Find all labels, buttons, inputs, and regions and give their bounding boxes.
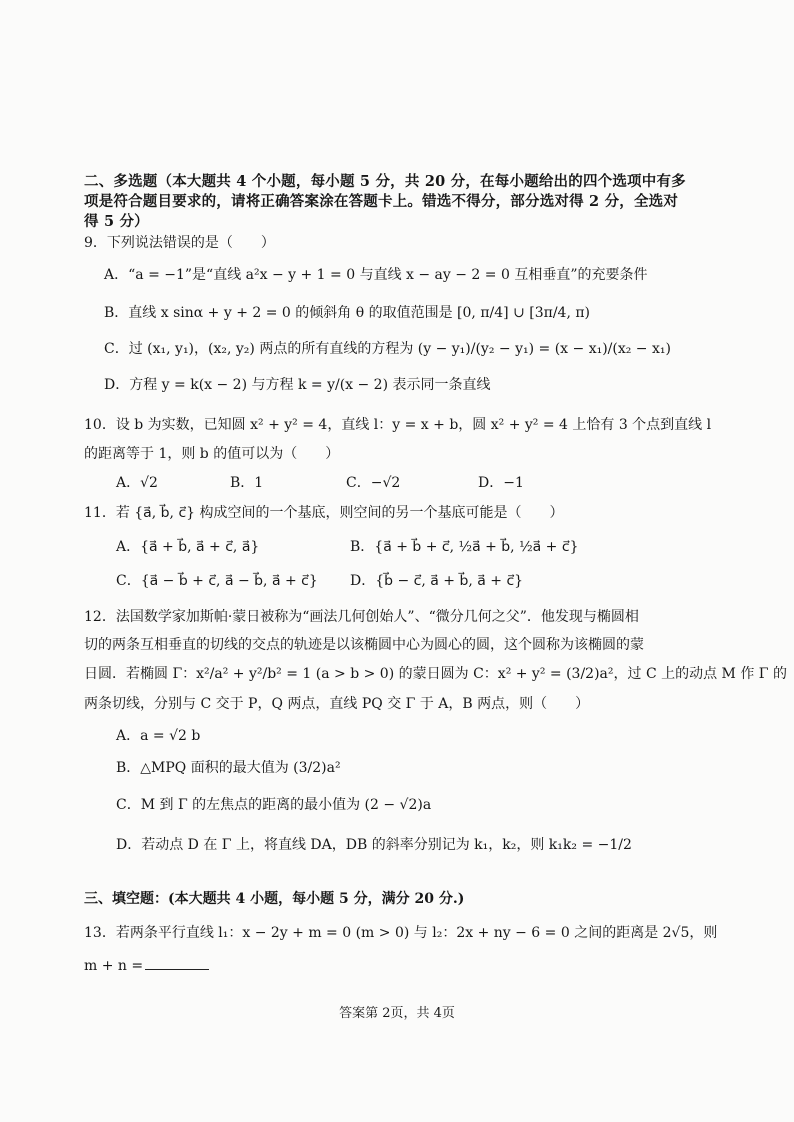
q13-stem-line2-text: m + n =	[84, 958, 144, 974]
q10-option-b: B．1	[230, 475, 264, 491]
section3-title: 三、填空题：(本大题共 4 小题，每小题 5 分，满分 20 分.)	[84, 891, 465, 907]
q9-option-d: D．方程 y = k(x − 2) 与方程 k = y/(x − 2) 表示同一条直线	[104, 377, 491, 393]
q9-option-a: A．“a = −1”是“直线 a²x − y + 1 = 0 与直线 x − ay − 2 = 0 互相垂直”的充要条件	[104, 267, 648, 283]
q12-stem-line2: 切的两条互相垂直的切线的交点的轨迹是以该椭圆中心为圆心的圆，这个圆称为该椭圆的蒙	[84, 637, 644, 653]
q11-stem: 11．若 {a⃗, b⃗, c⃗} 构成空间的一个基底，则空间的另一个基底可能是（ ）	[84, 505, 564, 521]
q11-option-a: A．{a⃗ + b⃗, a⃗ + c⃗, a⃗}	[116, 539, 260, 555]
q11-option-d: D．{b⃗ − c⃗, a⃗ + b⃗, a⃗ + c⃗}	[350, 573, 524, 589]
q9-option-c: C．过 (x₁, y₁)，(x₂, y₂) 两点的所有直线的方程为 (y − y₁)/(y₂ − y₁) = (x − x₁)/(x₂ − x₁)	[104, 341, 671, 357]
section2-title-line2: 项是符合题目要求的，请将正确答案涂在答题卡上。错选不得分，部分选对得 2 分，全选对	[84, 193, 679, 210]
q9-option-b: B．直线 x sinα + y + 2 = 0 的倾斜角 θ 的取值范围是 [0, π/4] ∪ [3π/4, π)	[104, 305, 591, 321]
q13-stem-line2	[84, 958, 209, 974]
q11-option-c: C．{a⃗ − b⃗ + c⃗, a⃗ − b⃗, a⃗ + c⃗}	[116, 573, 318, 589]
q12-option-d: D．若动点 D 在 Γ 上，将直线 DA，DB 的斜率分别记为 k₁，k₂，则 k₁k₂ = −1/2	[116, 837, 632, 853]
q9-stem: 9．下列说法错误的是（ ）	[84, 235, 275, 251]
q13-answer-blank[interactable]	[145, 969, 209, 970]
q10-option-d: D．−1	[478, 475, 524, 491]
q10-option-a: A．√2	[116, 475, 158, 491]
q12-stem-line4: 两条切线，分别与 C 交于 P，Q 两点，直线 PQ 交 Γ 于 A，B 两点，则（ ）	[84, 696, 590, 712]
section2-title-line1: 二、多选题（本大题共 4 个小题，每小题 5 分，共 20 分，在每小题给出的四个选项中有多	[84, 173, 686, 190]
q13-stem-line1: 13．若两条平行直线 l₁：x − 2y + m = 0 (m > 0) 与 l₂：2x + ny − 6 = 0 之间的距离是 2√5，则	[84, 925, 718, 941]
q12-stem-line1: 12．法国数学家加斯帕·蒙日被称为“画法几何创始人”、“微分几何之父”．他发现与椭圆相	[84, 609, 639, 625]
q11-option-b: B．{a⃗ + b⃗ + c⃗, ½a⃗ + b⃗, ½a⃗ + c⃗}	[350, 539, 579, 555]
q12-option-b: B．△MPQ 面积的最大值为 (3/2)a²	[116, 760, 341, 776]
q12-option-a: A．a = √2 b	[116, 728, 201, 744]
q12-stem-line3: 日圆．若椭圆 Γ：x²/a² + y²/b² = 1 (a > b > 0) 的蒙日圆为 C：x² + y² = (3/2)a²，过 C 上的动点 M 作 Γ 的	[84, 666, 787, 682]
q10-stem-line1: 10．设 b 为实数，已知圆 x² + y² = 4，直线 l：y = x + b，圆 x² + y² = 4 上恰有 3 个点到直线 l	[84, 417, 712, 433]
page-footer: 答案第 2页，共 4页	[339, 1006, 455, 1021]
q10-option-c: C．−√2	[346, 475, 401, 491]
q12-option-c: C．M 到 Γ 的左焦点的距离的最小值为 (2 − √2)a	[116, 797, 432, 813]
q10-stem-line2: 的距离等于 1，则 b 的值可以为（ ）	[84, 446, 340, 462]
section2-title-line3: 得 5 分）	[84, 213, 149, 230]
